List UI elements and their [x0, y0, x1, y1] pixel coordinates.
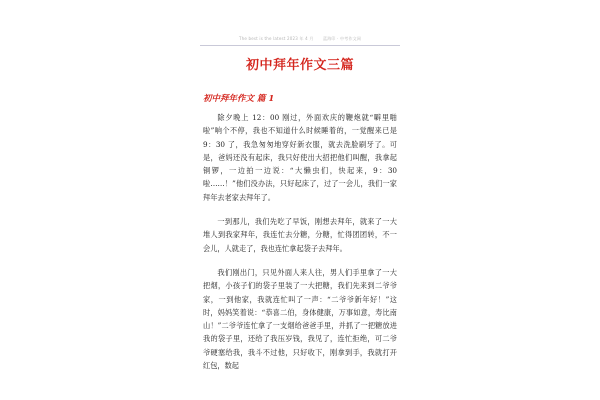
- section-title: 初中拜年作文 篇 1: [203, 94, 275, 104]
- document-title: 初中拜年作文三篇: [245, 58, 354, 73]
- paragraph-2: 一到那儿，我们先吃了早饭，刚想去拜年，就来了一大堆人到我家拜年，我连忙去分糖，分糖，忙得团团转，不一会儿，人就走了，我也连忙拿起袋子去拜年。: [203, 217, 397, 253]
- paragraph-1: 除夕晚上 12：00 刚过，外面欢庆的鞭炮就“噼里啪啦”响个不停，我也不知道什么时候睡着的，一觉醒来已是 9：30 了，我急匆匆地穿好新衣服，就去洗脸刷牙了。可是，爸妈还没有起床，我只好使出大招把他们叫醒，我拿起铜锣，一边拍一边说：“大懒虫们，快起来，9：30 啦……！”他们没办法，只好起床了，过了一会儿，我们一家拜年去老家去拜年了。: [203, 113, 397, 202]
- header-left-text: The best is the latest 2023 年 4 月: [238, 36, 314, 41]
- paragraph-3: 我们刚出门，只见外面人来人往，男人们手里拿了一大把烟，小孩子们的袋子里装了一大把糖，我们先来到二爷爷家，一到他家，我就连忙叫了一声：“二爷爷新年好！”这时，妈妈笑着说：“恭喜二伯，身体健康，万事如意，寿比南山！”二爷爷连忙拿了一支烟给爸爸手里，并抓了一把糖放进我的袋子里，还给了我压岁钱，我见了，连忙拒绝，可二爷爷硬塞给我，我斗不过他，只好收下，刚拿到手，我就打开红包，数起: [203, 267, 397, 371]
- page-header: [200, 36, 400, 42]
- article-body: [203, 111, 397, 383]
- header-divider: [200, 45, 400, 46]
- header-right-text: 蓝海印 · 中考作文网: [323, 36, 362, 41]
